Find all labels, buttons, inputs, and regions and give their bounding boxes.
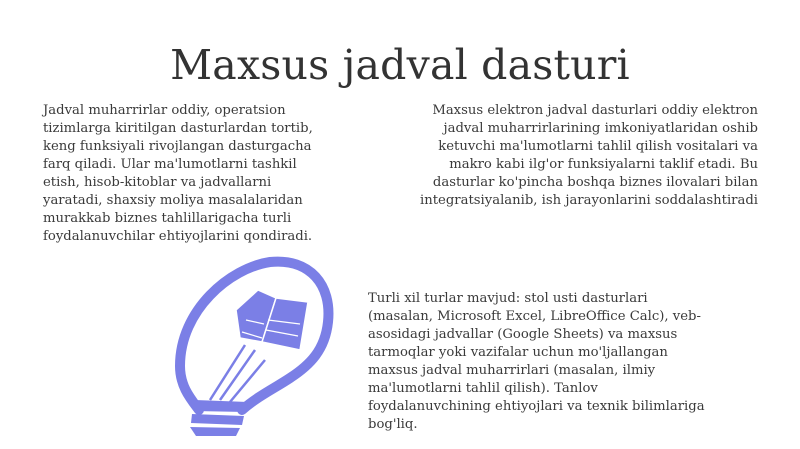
paragraph-left: Jadval muharrirlar oddiy, operatsion tizimlarga kiritilgan dasturlardan tortib, keng funksiyali rivojlangan dasturgacha farq qiladi. Ular ma'lumotlarni tashkil etish, hisob-kitoblar va jadvallarni yaratadi, shaxsiy moliya masalalaridan murakkab biznes tahlillarigacha turli foydalanuvchilar ehtiyojlarini qondiradi. bbox=[43, 103, 313, 244]
lightbulb-book-icon bbox=[150, 250, 350, 440]
paragraph-right: Maxsus elektron jadval dasturlari oddiy elektron jadval muharrirlarining imkoniyatlaridan oshib ketuvchi ma'lumotlarni tahlil qilish vositalari va makro kabi ilg'or funksiyalarni taklif etadi. Bu dasturlar ko'pincha boshqa biznes ilovalari bilan integratsiyalanib, ish jarayonlarini soddalashtiradi bbox=[420, 103, 758, 208]
paragraph-bottom: Turli xil turlar mavjud: stol usti dasturlari (masalan, Microsoft Excel, LibreOffice Calc), veb- asosidagi jadvallar (Google Sheets) va maxsus tarmoqlar yoki vazifalar uchun mo'ljallangan maxsus jadval muharrirlari (masalan, ilmiy ma'lumotlarni tahlil qilish). Tanlov foydalanuvchining ehtiyojlari va texnik bilimlariga bog'liq. bbox=[368, 291, 705, 432]
page-title: Maxsus jadval dasturi bbox=[170, 41, 630, 90]
